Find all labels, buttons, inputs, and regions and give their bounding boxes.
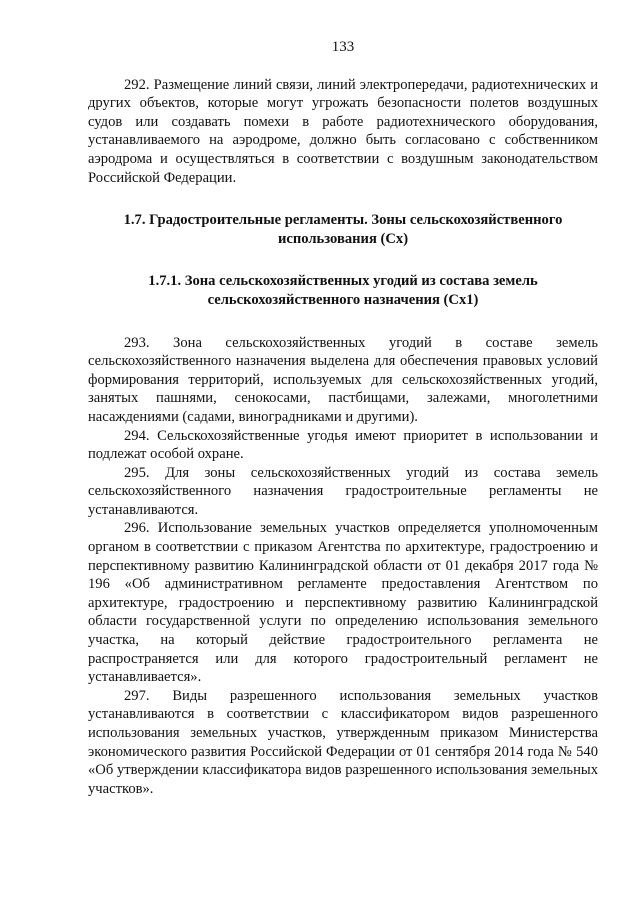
paragraph-292: 292. Размещение линий связи, линий электропередачи, радиотехнических и других объектов, которые могут угрожать безопасности полетов воздушных судов или создавать помехи в работе радиотехнического оборудования, устанавливаемого на аэродроме, должно быть согласовано с собственником аэродрома и осуществляться в соответствии с воздушным законодательством Российской Федерации. [88,76,598,186]
section-heading: 1.7. Градостроительные регламенты. Зоны сельскохозяйственного использования (Сх) [123,212,563,247]
paragraph-293: 293. Зона сельскохозяйственных угодий в составе земель сельскохозяйственного назначения выделена для обеспечения правовых условий формирования территорий, используемых для сельскохозяйственных угодий, занятых пашнями, сенокосами, пастбищами, залежами, многолетними насаждениями (садами, виноградниками и другими). [88,334,598,425]
page-number: 133 [331,39,355,55]
paragraph-297: 297. Виды разрешенного использования земельных участков устанавливаются в соответствии с классификатором видов разрешенного использования земельных участков, утвержденным приказом Министерства экономического развития Российской Федерации от 01 сентября 2014 года № 540 «Об утверждении классификатора видов разрешенного использования земельных участков». [88,687,598,797]
document-page [88,38,598,798]
paragraph-294: 294. Сельскохозяйственные угодья имеют приоритет в использовании и подлежат особой охране. [88,427,598,463]
paragraph-295: 295. Для зоны сельскохозяйственных угодий из состава земель сельскохозяйственного назначения градостроительные регламенты не устанавливаются. [88,464,598,518]
subsection-heading: 1.7.1. Зона сельскохозяйственных угодий из состава земель сельскохозяйственного назначения (Сх1) [148,273,538,308]
paragraph-296: 296. Использование земельных участков определяется уполномоченным органом в соответствии с приказом Агентства по архитектуре, градостроению и перспективному развитию Калининградской области от 01 декабря 2017 года № 196 «Об административном регламенте предоставления Агентством по архитектуре, градостроению и перспективному развитию Калининградской области государственной услуги по определению использования земельного участка, на который действие градостроительного регламента не распространяется или для которого градостроительный регламент не устанавливается». [88,520,598,686]
